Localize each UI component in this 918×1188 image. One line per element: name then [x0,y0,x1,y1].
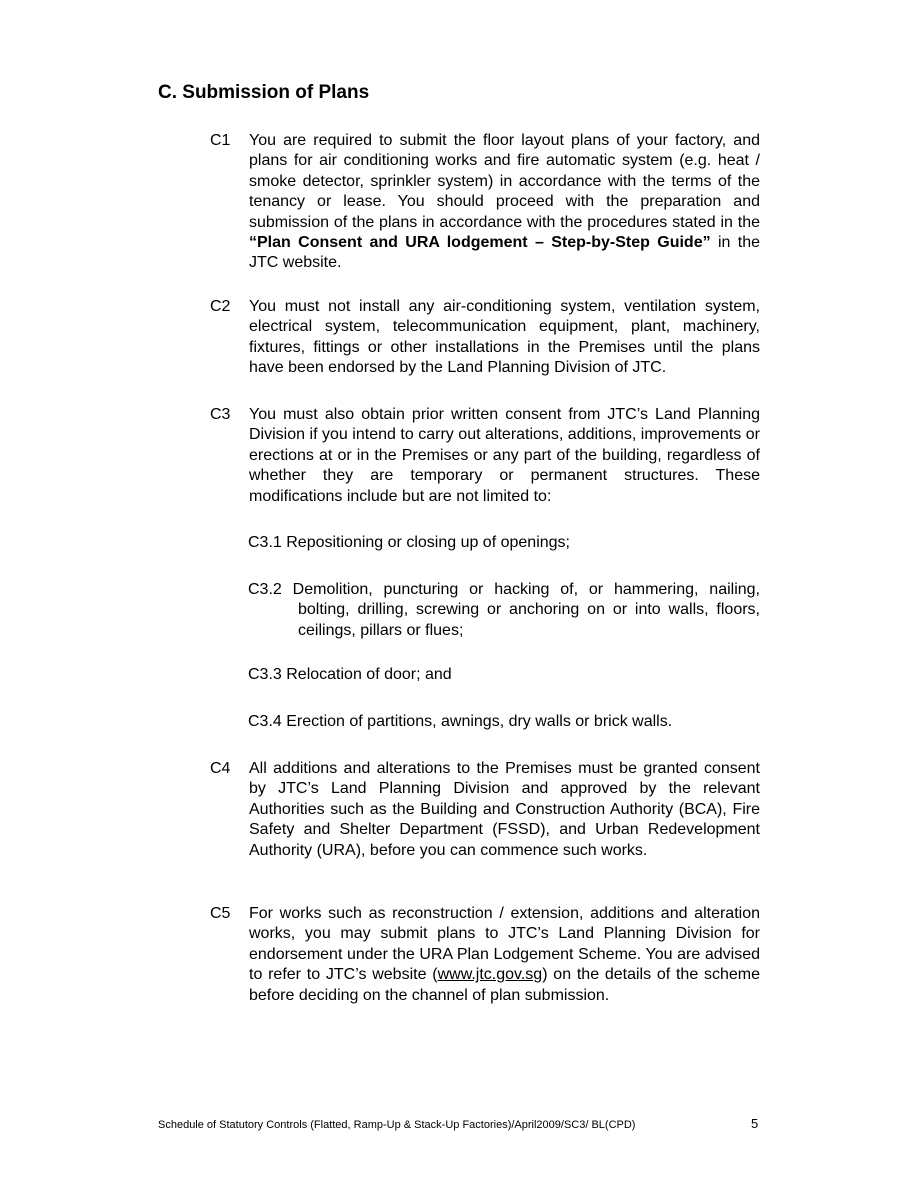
clause-c1 [210,131,760,274]
clause-c4 [210,759,760,861]
clause-text: All additions and alterations to the Premises must be granted consent by JTC’s Land Planning Division and approved by the relevant Authorities such as the Building and Construction Authority (BCA), Fire Safety and Shelter Department (FSSD), and Urban Redevelopment Authority (URA), before you can commence such works. [249,760,760,859]
subclause-c3-2 [248,580,760,641]
clause-c3 [210,405,760,507]
clause-text-part: You are required to submit the floor layout plans of your factory, and plans for air conditioning works and fire automatic system (e.g. heat / smoke detector, sprinkler system) in accordance with the terms of the tenancy or lease. You should proceed with the preparation and submission of the plans in accordance with the procedures stated in the [249,132,760,231]
guide-title: “Plan Consent and URA lodgement – Step-by-Step Guide” [249,234,711,252]
clause-text [249,904,760,1006]
clause-number: C5 [210,905,231,922]
clause-number: C3 [210,406,231,423]
page-footer: Schedule of Statutory Controls (Flatted, Ramp-Up & Stack-Up Factories)/April2009/SC3/ BL(CPD) [158,1119,636,1131]
clause-c5 [210,904,760,1006]
subclause-text: C3.3 Relocation of door; and [248,666,452,683]
page-number: 5 [751,1116,759,1131]
subclause-c3-1 [248,533,760,553]
subclause-c3-4 [248,712,760,732]
clause-text [249,131,760,274]
clause-c2 [210,297,760,379]
clause-number: C1 [210,132,231,149]
subclause-text: C3.4 Erection of partitions, awnings, dry walls or brick walls. [248,713,673,730]
subclause-text: C3.2 Demolition, puncturing or hacking of, or hammering, nailing, bolting, drilling, screwing or anchoring on or into walls, floors, ceilings, pillars or flues; [248,581,760,639]
subclause-text: C3.1 Repositioning or closing up of openings; [248,534,570,551]
clause-text-part: For works such as reconstruction / extension, additions and alteration works, you may submit plans to JTC’s Land Planning Division for endorsement under the URA Plan Lodgement Scheme. You are advised to refer to JTC’s website ( [249,905,760,984]
clause-text-part: ) on the details of the scheme before deciding on the channel of plan submission. [249,966,761,1004]
clause-text: You must also obtain prior written consent from JTC’s Land Planning Division if you intend to carry out alterations, additions, improvements or erections at or in the Premises or any part of the building, regardless of whether they are temporary or permanent structures. These modifications include but are not limited to: [249,406,760,505]
clause-number: C4 [210,760,231,777]
clause-number: C2 [210,298,231,315]
jtc-website-link[interactable]: www.jtc.gov.sg [437,966,543,984]
section-heading: C. Submission of Plans [158,82,370,103]
clause-text: You must not install any air-conditioning system, ventilation system, electrical system, telecommunication equipment, plant, machinery, fixtures, fittings or other installations in the Premises until the plans have been endorsed by the Land Planning Division of JTC. [249,298,760,377]
clause-text-part: in the JTC website. [249,234,760,272]
subclause-c3-3 [248,665,760,685]
